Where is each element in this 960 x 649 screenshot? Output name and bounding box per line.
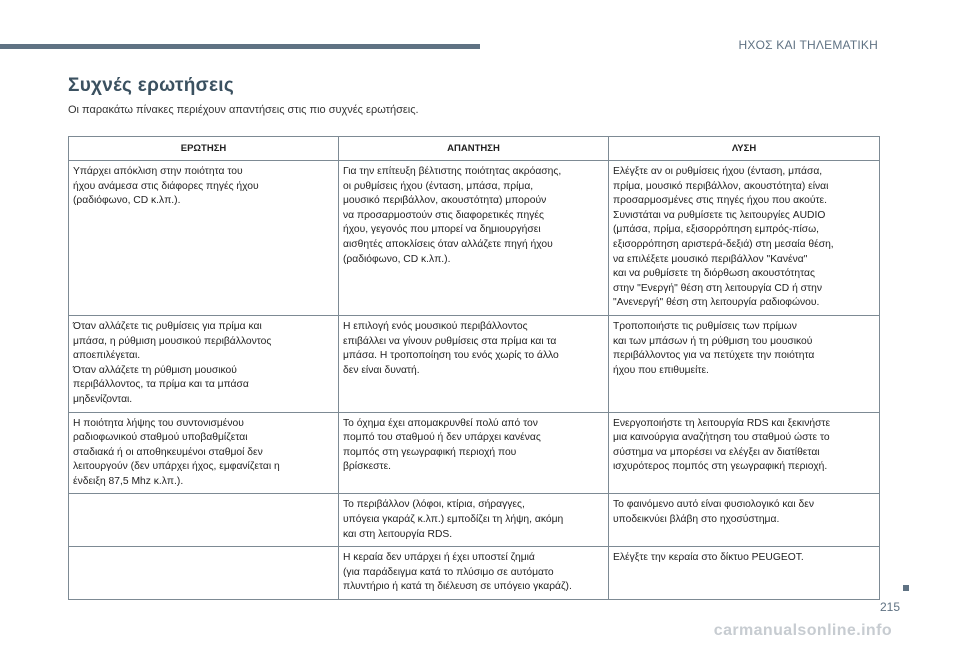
question-cell (69, 315, 339, 412)
page-number: 215 (880, 600, 901, 614)
intro-text: Οι παρακάτω πίνακες περιέχουν απαντήσεις στις πιο συχνές ερωτήσεις. (68, 104, 419, 116)
solution-text: Το φαινόμενο αυτό είναι φυσιολογικό και δεν υποδεικνύει βλάβη στο ηχοσύστημα. (613, 499, 815, 526)
section-end-marker (903, 585, 909, 591)
table-row (69, 547, 880, 600)
solution-text: Ελέγξτε την κεραία στο δίκτυο PEUGEOT. (613, 552, 804, 564)
top-accent-bar (0, 44, 480, 49)
faq-table (68, 136, 880, 600)
solution-cell (609, 161, 880, 316)
table-header-row (69, 137, 880, 161)
question-cell (69, 161, 339, 316)
answer-cell (339, 161, 609, 316)
column-header-question: ΕΡΩΤΗΣΗ (69, 137, 339, 161)
answer-text: Το περιβάλλον (λόφοι, κτίρια, σήραγγες, υπόγεια γκαράζ κ.λπ.) εμποδίζει τη λήψη, ακόμη και στη λειτουργία RDS. (343, 499, 564, 540)
solution-cell (609, 494, 880, 547)
answer-cell (339, 494, 609, 547)
answer-cell (339, 547, 609, 600)
section-title: ΗΧΟΣ ΚΑΙ ΤΗΛΕΜΑΤΙΚΗ (738, 38, 878, 52)
question-text: Υπάρχει απόκλιση στην ποιότητα του ήχου ανάμεσα στις διάφορες πηγές ήχου (ραδιόφωνο, CD κ.λπ.). (73, 166, 259, 207)
question-cell (69, 412, 339, 494)
column-header-solution: ΛΥΣΗ (609, 137, 880, 161)
table-row (69, 315, 880, 412)
question-text: Η ποιότητα λήψης του συντονισμένου ραδιοφωνικού σταθμού υποβαθμίζεται σταδιακά ή οι αποθηκευμένοι σταθμοί δεν λειτουργούν (δεν υπάρχει ήχος, εμφανίζεται η ένδειξη 87,5 Mhz κ.λπ.). (73, 417, 280, 487)
solution-cell (609, 412, 880, 494)
question-text: Όταν αλλάζετε τις ρυθμίσεις για πρίμα και μπάσα, η ρύθμιση μουσικού περιβάλλοντος αποεπιλέγεται. Όταν αλλάζετε τη ρύθμιση μουσικού περιβάλλοντος, τα πρίμα και τα μπάσα μηδενίζονται. (73, 320, 272, 405)
solution-cell (609, 547, 880, 600)
solution-text: Ενεργοποιήστε τη λειτουργία RDS και ξεκινήστε μια καινούργια αναζήτηση του σταθμού ώστε το σύστημα να μπορέσει να ελέγξει αν διατίθεται ισχυρότερος πομπός στη γεωγραφική περιοχή. (613, 417, 831, 473)
column-header-answer: ΑΠΑΝΤΗΣΗ (339, 137, 609, 161)
page-title: Συχνές ερωτήσεις (68, 75, 235, 96)
solution-cell (609, 315, 880, 412)
watermark: carmanualsonline.info (713, 622, 892, 639)
answer-text: Το όχημα έχει απομακρυνθεί πολύ από τον πομπό του σταθμού ή δεν υπάρχει κανένας πομπός στη γεωγραφική περιοχή που βρίσκεστε. (343, 417, 541, 473)
answer-cell (339, 315, 609, 412)
answer-text: Η επιλογή ενός μουσικού περιβάλλοντος επιβάλλει να γίνουν ρυθμίσεις στα πρίμα και τα μπάσα. Η τροποποίηση του ενός χωρίς το άλλο δεν είναι δυνατή. (343, 320, 559, 376)
table-row (69, 412, 880, 494)
answer-text: Η κεραία δεν υπάρχει ή έχει υποστεί ζημιά (για παράδειγμα κατά το πλύσιμο σε αυτόματο πλυντήριο ή κατά τη διέλευση σε υπόγειο γκαράζ). (343, 552, 572, 593)
answer-text: Για την επίτευξη βέλτιστης ποιότητας ακρόασης, οι ρυθμίσεις ήχου (ένταση, μπάσα, πρίμα, μουσικό περιβάλλον, ακουστότητα) μπορούν να προσαρμοστούν στις διαφορετικές πηγές ήχου, γεγονός που μπορεί να δημιουργήσει αισθητές αποκλίσεις όταν αλλάζετε πηγή ήχου (ραδιόφωνο, CD κ.λπ.). (343, 166, 562, 265)
table-row (69, 494, 880, 547)
table-row (69, 161, 880, 316)
question-cell (69, 547, 339, 600)
solution-text: Τροποποιήστε τις ρυθμίσεις των πρίμων και των μπάσων ή τη ρύθμιση του μουσικού περιβάλλοντος για να πετύχετε την ποιότητα ήχου που επιθυμείτε. (613, 320, 815, 376)
answer-cell (339, 412, 609, 494)
question-cell (69, 494, 339, 547)
solution-text: Ελέγξτε αν οι ρυθμίσεις ήχου (ένταση, μπάσα, πρίμα, μουσικό περιβάλλον, ακουστότητα) είναι προσαρμοσμένες στις πηγές ήχου που ακούτε. Συνιστάται να ρυθμίσετε τις λειτουργίες AUDIO (μπάσα, πρίμα, εξισορρόπηση εμπρός-πίσω, εξισορρόπηση αριστερά-δεξιά) στη μεσαία θέση, να επιλέξετε μουσικό περιβάλλον "Κανένα" και να ρυθμίσετε τη διόρθωση ακουστότητας στην "Ενεργή" θέση στη λειτουργία CD ή στην "Ανενεργή" θέση στη λειτουργία ραδιοφώνου. (613, 166, 834, 309)
